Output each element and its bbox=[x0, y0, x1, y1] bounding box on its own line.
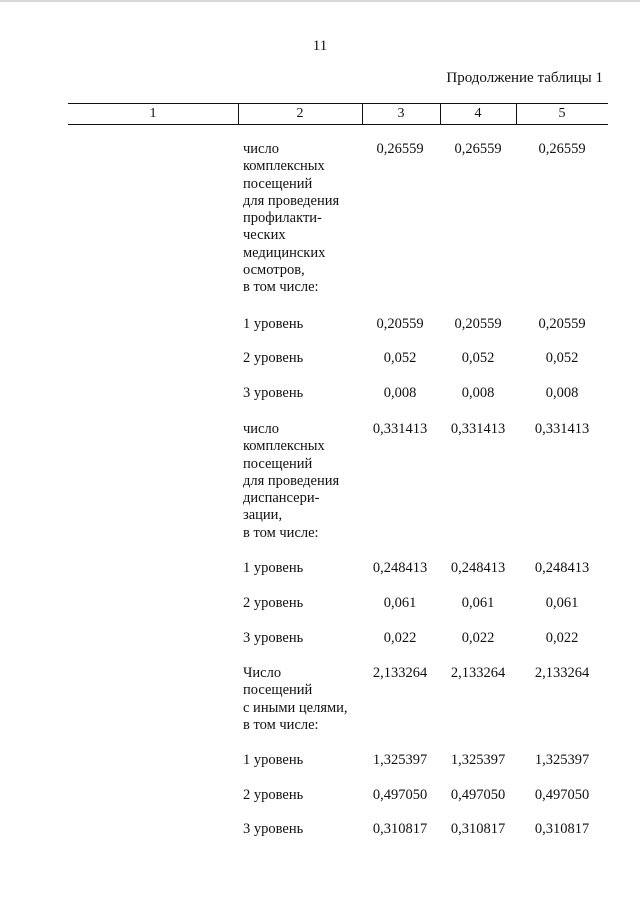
cell-col-4: 1,325397 bbox=[450, 752, 506, 768]
row-label: 2 уровень bbox=[243, 350, 304, 366]
row-label: 3 уровень bbox=[243, 385, 304, 401]
header-col-2: 2 bbox=[296, 106, 304, 121]
cell-col-3: 0,20559 bbox=[376, 316, 424, 332]
cell-col-5: 0,20559 bbox=[538, 316, 586, 332]
cell-col-3: 0,310817 bbox=[372, 821, 428, 837]
cell-col-3: 0,497050 bbox=[372, 787, 428, 803]
header-col-5: 5 bbox=[558, 106, 566, 121]
row-label: число комплексных посещений для проведения профилакти- ческих медицинских осмотров, в том числе: bbox=[243, 141, 340, 296]
cell-col-3: 0,008 bbox=[383, 385, 417, 401]
row-label: 2 уровень bbox=[243, 787, 304, 803]
cell-col-5: 1,325397 bbox=[534, 752, 590, 768]
cell-col-5: 0,310817 bbox=[534, 821, 590, 837]
header-col-3: 3 bbox=[397, 106, 405, 121]
cell-col-5: 0,052 bbox=[545, 350, 579, 366]
cell-col-4: 0,022 bbox=[461, 630, 495, 646]
row-label: 1 уровень bbox=[243, 316, 304, 332]
cell-col-3: 0,052 bbox=[383, 350, 417, 366]
cell-col-5: 0,008 bbox=[545, 385, 579, 401]
row-label: 2 уровень bbox=[243, 595, 304, 611]
cell-col-3: 0,26559 bbox=[376, 141, 424, 157]
cell-col-5: 0,26559 bbox=[538, 141, 586, 157]
cell-col-3: 0,061 bbox=[383, 595, 417, 611]
cell-col-4: 0,310817 bbox=[450, 821, 506, 837]
cell-col-3: 0,248413 bbox=[372, 560, 428, 576]
row-label: 1 уровень bbox=[243, 560, 304, 576]
page-number: 11 bbox=[312, 38, 328, 54]
row-label: число комплексных посещений для проведения диспансери- зации, в том числе: bbox=[243, 421, 340, 541]
cell-col-4: 0,248413 bbox=[450, 560, 506, 576]
cell-col-3: 1,325397 bbox=[372, 752, 428, 768]
cell-col-5: 2,133264 bbox=[534, 665, 590, 681]
cell-col-5: 0,022 bbox=[545, 630, 579, 646]
cell-col-3: 0,331413 bbox=[372, 421, 428, 437]
cell-col-4: 0,497050 bbox=[450, 787, 506, 803]
cell-col-4: 0,20559 bbox=[454, 316, 502, 332]
cell-col-4: 2,133264 bbox=[450, 665, 506, 681]
cell-col-5: 0,248413 bbox=[534, 560, 590, 576]
header-col-1: 1 bbox=[149, 106, 157, 121]
cell-col-4: 0,26559 bbox=[454, 141, 502, 157]
cell-col-5: 0,497050 bbox=[534, 787, 590, 803]
cell-col-5: 0,061 bbox=[545, 595, 579, 611]
cell-col-5: 0,331413 bbox=[534, 421, 590, 437]
cell-col-4: 0,061 bbox=[461, 595, 495, 611]
cell-col-4: 0,052 bbox=[461, 350, 495, 366]
row-label: 3 уровень bbox=[243, 821, 304, 837]
table-header bbox=[68, 103, 608, 125]
row-label: Число посещений с иными целями, в том числе: bbox=[243, 665, 348, 733]
header-col-4: 4 bbox=[474, 106, 482, 121]
cell-col-3: 2,133264 bbox=[372, 665, 428, 681]
page-top-edge bbox=[0, 0, 640, 2]
cell-col-4: 0,331413 bbox=[450, 421, 506, 437]
cell-col-4: 0,008 bbox=[461, 385, 495, 401]
row-label: 1 уровень bbox=[243, 752, 304, 768]
row-label: 3 уровень bbox=[243, 630, 304, 646]
cell-col-3: 0,022 bbox=[383, 630, 417, 646]
table-caption: Продолжение таблицы 1 bbox=[446, 70, 603, 86]
